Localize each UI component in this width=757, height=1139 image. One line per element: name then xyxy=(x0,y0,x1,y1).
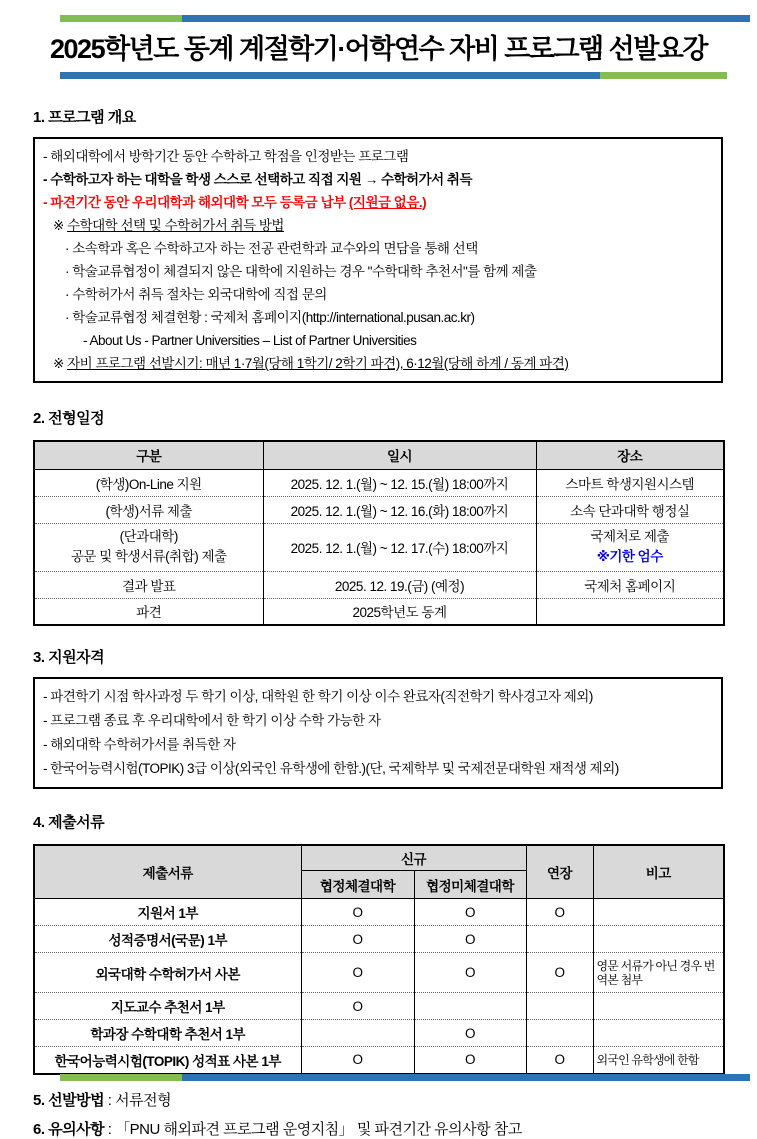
document-name: 학과장 수학대학 추천서 1부 xyxy=(34,1020,301,1047)
schedule-cell xyxy=(34,523,263,571)
remark-text xyxy=(593,993,724,1020)
check-mark: O xyxy=(301,899,414,926)
schedule-cell-line: 국제처로 제출 xyxy=(590,529,669,544)
remark-text xyxy=(593,899,724,926)
overview-bullet-1: · 소속학과 혹은 수학하고자 하는 전공 관련학과 교수와의 면담을 통해 선택 xyxy=(65,241,478,256)
eligibility-line-4: - 한국어능력시험(TOPIK) 3급 이상(외국인 유학생에 한함.)(단, 국제학부 및 국제전문대학원 재적생 제외) xyxy=(43,761,619,776)
schedule-row-online-apply xyxy=(34,469,724,496)
schedule-cell: 2025학년도 동계 xyxy=(263,598,536,625)
overview-bullet-2: · 학술교류협정이 체결되지 않은 대학에 지원하는 경우 "수학대학 추천서"를 함께 제출 xyxy=(65,264,537,279)
schedule-cell xyxy=(536,523,724,571)
check-mark: O xyxy=(301,993,414,1020)
schedule-cell: 파견 xyxy=(34,598,263,625)
check-mark: O xyxy=(301,953,414,993)
schedule-cell: 국제처 홈페이지 xyxy=(536,571,724,598)
header-bottom-bar xyxy=(60,72,727,79)
documents-row-permission-copy xyxy=(34,953,724,993)
check-mark: O xyxy=(414,1047,526,1074)
check-mark xyxy=(526,993,593,1020)
selection-method-value: : 서류전형 xyxy=(104,1091,172,1109)
check-mark xyxy=(526,926,593,953)
check-mark xyxy=(526,1020,593,1047)
documents-col-remarks: 비고 xyxy=(593,845,724,899)
documents-row-topik xyxy=(34,1047,724,1074)
schedule-header-row xyxy=(34,441,724,469)
schedule-cell: (학생)On-Line 지원 xyxy=(34,469,263,496)
header-top-bar-blue-segment xyxy=(182,15,750,22)
eligibility-line-2: - 프로그램 종료 후 우리대학에서 한 학기 이상 수학 가능한 자 xyxy=(43,713,381,728)
footer-bar-blue-segment xyxy=(182,1074,750,1081)
check-mark: O xyxy=(526,953,593,993)
schedule-row-dispatch xyxy=(34,598,724,625)
overview-method-heading xyxy=(43,214,713,237)
reference-mark: ※ xyxy=(53,218,68,233)
overview-timing xyxy=(43,352,713,375)
footer-bar-green-segment xyxy=(60,1074,182,1081)
notes-value: : 「PNU 해외파견 프로그램 운영지침」 및 파견기간 유의사항 참고 xyxy=(104,1120,522,1138)
documents-col-extension: 연장 xyxy=(526,845,593,899)
schedule-row-college-submit xyxy=(34,523,724,571)
deadline-strict-note: ※기한 엄수 xyxy=(596,549,663,564)
documents-row-advisor-recommendation xyxy=(34,993,724,1020)
check-mark: O xyxy=(414,953,526,993)
overview-partner-path: - About Us - Partner Universities – List of Partner Universities xyxy=(83,333,417,348)
schedule-cell: 2025. 12. 1.(월) ~ 12. 15.(월) 18:00까지 xyxy=(263,469,536,496)
schedule-col-place: 장소 xyxy=(536,441,724,469)
schedule-row-result xyxy=(34,571,724,598)
check-mark: O xyxy=(526,1047,593,1074)
schedule-cell: 2025. 12. 1.(월) ~ 12. 16.(화) 18:00까지 xyxy=(263,496,536,523)
check-mark xyxy=(414,993,526,1020)
section-schedule-heading: 2. 전형일정 xyxy=(33,410,105,427)
eligibility-box xyxy=(33,677,723,789)
header-bottom-bar-green-segment xyxy=(600,72,727,79)
documents-row-transcript xyxy=(34,926,724,953)
schedule-cell: 소속 단과대학 행정실 xyxy=(536,496,724,523)
schedule-cell: 결과 발표 xyxy=(34,571,263,598)
document-name: 외국대학 수학허가서 사본 xyxy=(34,953,301,993)
check-mark: O xyxy=(414,1020,526,1047)
remark-text xyxy=(593,926,724,953)
documents-col-new: 신규 xyxy=(301,845,526,871)
check-mark: O xyxy=(526,899,593,926)
check-mark: O xyxy=(414,926,526,953)
page-title: 2025학년도 동계 계절학기·어학연수 자비 프로그램 선발요강 xyxy=(50,34,707,64)
overview-box xyxy=(33,137,723,383)
selection-method-label: 5. 선발방법 xyxy=(33,1091,105,1109)
schedule-cell: (학생)서류 제출 xyxy=(34,496,263,523)
schedule-table xyxy=(33,440,725,626)
remark-text: 외국인 유학생에 한함 xyxy=(593,1047,724,1074)
schedule-cell: 2025. 12. 19.(금) (예정) xyxy=(263,571,536,598)
reference-mark: ※ xyxy=(53,356,68,371)
remark-text: 영문 서류가 아닌 경우 번역본 첨부 xyxy=(593,953,724,993)
document-name: 성적증명서(국문) 1부 xyxy=(34,926,301,953)
header-top-bar-green-segment xyxy=(60,15,182,22)
documents-table xyxy=(33,844,725,1075)
overview-line-3-main: - 파견기간 동안 우리대학과 해외대학 모두 등록금 납부 xyxy=(43,195,349,210)
schedule-row-doc-submit xyxy=(34,496,724,523)
selection-method-item xyxy=(33,1089,757,1110)
check-mark xyxy=(301,1020,414,1047)
schedule-cell xyxy=(536,598,724,625)
documents-col-name: 제출서류 xyxy=(34,845,301,899)
overview-line-2: - 수학하고자 하는 대학을 학생 스스로 선택하고 직접 지원 → 수학허가서 취득 xyxy=(43,172,472,187)
eligibility-line-3: - 해외대학 수학허가서를 취득한 자 xyxy=(43,737,236,752)
documents-col-no-agreement: 협정미체결대학 xyxy=(414,871,526,899)
section-documents-heading: 4. 제출서류 xyxy=(33,814,105,831)
check-mark: O xyxy=(301,1047,414,1074)
overview-line-3-underlined: (지원금 없음.) xyxy=(348,195,427,210)
header-top-bar xyxy=(60,15,750,22)
document-name: 한국어능력시험(TOPIK) 성적표 사본 1부 xyxy=(34,1047,301,1074)
notes-item xyxy=(33,1118,757,1139)
notes-label: 6. 유의사항 xyxy=(33,1120,105,1138)
overview-method-text: 수학대학 선택 및 수학허가서 취득 방법 xyxy=(67,218,284,233)
documents-col-agreement: 협정체결대학 xyxy=(301,871,414,899)
overview-bullet-3: · 수학허가서 취득 절차는 외국대학에 직접 문의 xyxy=(65,287,327,302)
overview-bullet-4: · 학술교류협정 체결현황 : 국제처 홈페이지(http://international.pusan.ac.kr) xyxy=(65,310,475,325)
eligibility-line-1: - 파견학기 시점 학사과정 두 학기 이상, 대학원 한 학기 이상 이수 완료자(직전학기 학사경고자 제외) xyxy=(43,689,593,704)
document-name: 지원서 1부 xyxy=(34,899,301,926)
schedule-cell: 2025. 12. 1.(월) ~ 12. 17.(수) 18:00까지 xyxy=(263,523,536,571)
schedule-cell-line: 공문 및 학생서류(취합) 제출 xyxy=(70,549,227,564)
check-mark: O xyxy=(414,899,526,926)
footer-bar xyxy=(60,1074,750,1081)
document-name: 지도교수 추천서 1부 xyxy=(34,993,301,1020)
check-mark: O xyxy=(301,926,414,953)
document-page xyxy=(0,15,757,1138)
overview-timing-text: 자비 프로그램 선발시기: 매년 1·7월(당해 1학기/ 2학기 파견), 6·12월(당해 하계 / 동계 파견) xyxy=(67,356,569,371)
schedule-col-category: 구분 xyxy=(34,441,263,469)
remark-text xyxy=(593,1020,724,1047)
documents-row-chair-recommendation xyxy=(34,1020,724,1047)
section-eligibility-heading: 3. 지원자격 xyxy=(33,649,105,666)
documents-row-application xyxy=(34,899,724,926)
section-overview-heading: 1. 프로그램 개요 xyxy=(33,109,136,126)
overview-line-1: - 해외대학에서 방학기간 동안 수학하고 학점을 인정받는 프로그램 xyxy=(43,149,409,164)
schedule-cell-line: (단과대학) xyxy=(119,529,178,544)
overview-line-3 xyxy=(43,191,713,214)
header-bottom-bar-blue-segment xyxy=(60,72,600,79)
documents-header-row-1 xyxy=(34,845,724,871)
schedule-col-datetime: 일시 xyxy=(263,441,536,469)
schedule-cell: 스마트 학생지원시스템 xyxy=(536,469,724,496)
